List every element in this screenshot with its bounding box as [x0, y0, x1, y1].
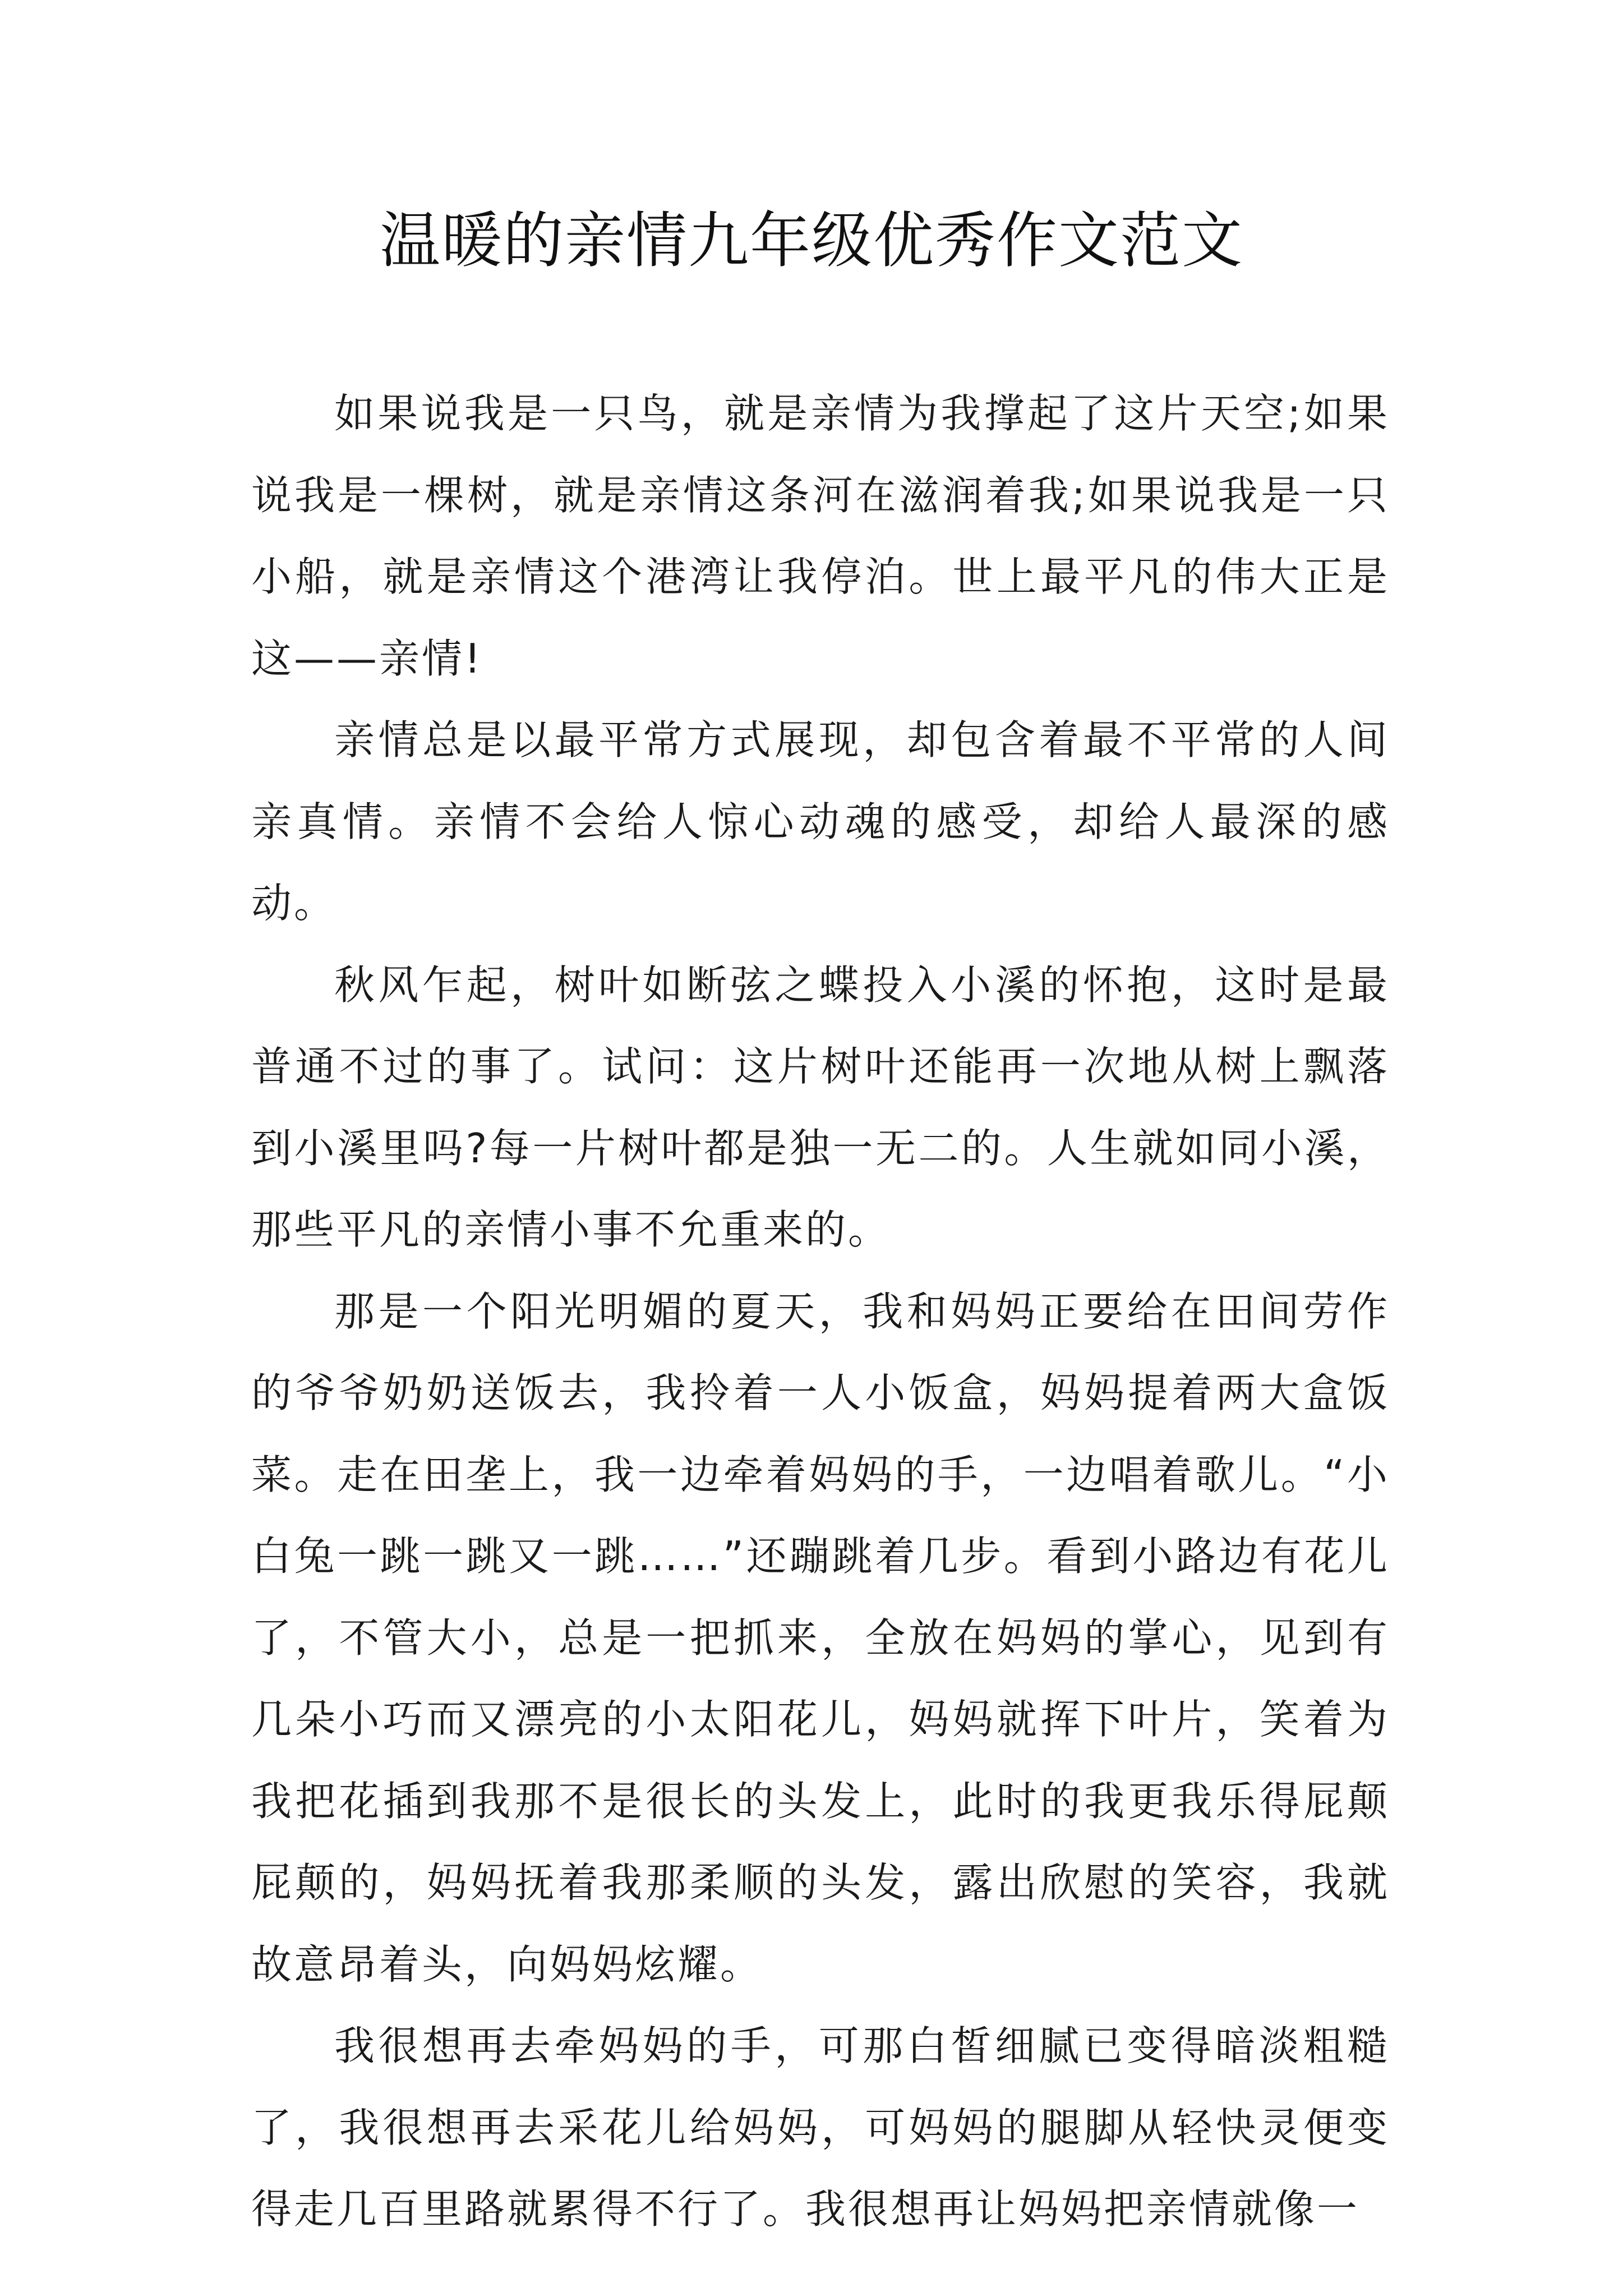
- paragraph-3: 秋风乍起，树叶如断弦之蝶投入小溪的怀抱，这时是最普通不过的事了。试问：这片树叶还能再一次地从树上飘落到小溪里吗?每一片树叶都是独一无二的。人生就如同小溪，那些平凡的亲情小事不允重来的。: [251, 961, 1390, 1253]
- document-body: [251, 373, 1390, 2251]
- paragraph-1: 如果说我是一只鸟，就是亲情为我撑起了这片天空;如果说我是一棵树，就是亲情这条河在滋润着我;如果说我是一只小船，就是亲情这个港湾让我停泊。世上最平凡的伟大正是这——亲情!: [251, 390, 1390, 682]
- paragraph-5: 我很想再去牵妈妈的手，可那白皙细腻已变得暗淡粗糙了，我很想再去采花儿给妈妈，可妈妈的腿脚从轻快灵便变得走几百里路就累得不行了。我很想再让妈妈把亲情就像一: [251, 2022, 1390, 2233]
- paragraph-2: 亲情总是以最平常方式展现，却包含着最不平常的人间亲真情。亲情不会给人惊心动魂的感受，却给人最深的感动。: [251, 716, 1390, 927]
- paragraph-4: 那是一个阳光明媚的夏天，我和妈妈正要给在田间劳作的爷爷奶奶送饭去，我拎着一人小饭盒，妈妈提着两大盒饭菜。走在田垄上，我一边牵着妈妈的手，一边唱着歌儿。“小白兔一跳一跳又一跳……”还蹦跳着几步。看到小路边有花儿了，不管大小，总是一把抓来，全放在妈妈的掌心，见到有几朵小巧而又漂亮的小太阳花儿，妈妈就挥下叶片，笑着为我把花插到我那不是很长的头发上，此时的我更我乐得屁颠屁颠的，妈妈抚着我那柔顺的头发，露出欣慰的笑容，我就故意昂着头，向妈妈炫耀。: [251, 1287, 1390, 1988]
- document-title: 温暖的亲情九年级优秀作文范文: [379, 206, 1243, 276]
